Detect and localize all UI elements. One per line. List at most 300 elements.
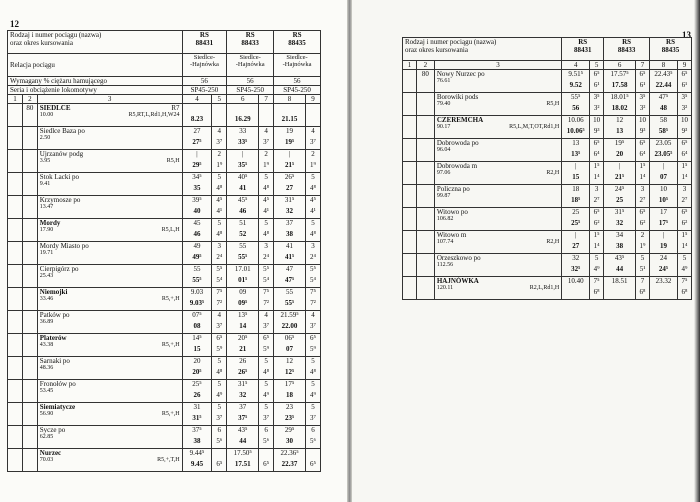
- column-number: 8: [274, 95, 306, 104]
- train-type: RS: [622, 38, 632, 46]
- time-train-3-value: 26⁵: [284, 173, 295, 182]
- time-train-1: [182, 242, 212, 265]
- station-cell: [37, 334, 182, 357]
- runtime-train-3-value: 3⁵: [681, 93, 688, 102]
- runtime-train-3-value: 9³: [681, 127, 688, 136]
- runtime-train-3: [677, 139, 691, 162]
- loco-value: SP45-250: [227, 86, 274, 95]
- time-train-1-value: |: [575, 231, 577, 240]
- station-cell: [37, 426, 182, 449]
- runtime-train-3-value: 3⁷: [310, 322, 316, 331]
- time-train-3: [274, 265, 306, 288]
- runtime-train-3: [677, 185, 691, 208]
- time-train-2-value: |: [618, 162, 621, 171]
- blank-cell: [403, 277, 417, 300]
- time-train-2-value: 31⁵: [237, 380, 248, 389]
- runtime-train-1-value: 10: [593, 116, 601, 125]
- station-codes: R2,L,Rd1,H: [529, 285, 560, 292]
- runtime-train-1-value: 7²: [216, 299, 223, 308]
- time-train-2: [604, 185, 636, 208]
- blank-cell: [8, 265, 23, 288]
- time-train-1-value: 14⁵: [192, 334, 202, 343]
- runtime-train-3-value: 1⁵: [681, 162, 688, 171]
- time-train-3: [274, 311, 306, 334]
- time-train-1-value: [185, 104, 210, 115]
- column-number: 8: [650, 61, 678, 70]
- runtime-train-2-value: 3⁷: [263, 414, 270, 423]
- runtime-train-2-value: 3⁷: [263, 322, 270, 331]
- blank-cell: [8, 403, 23, 426]
- runtime-train-2: [636, 185, 650, 208]
- train-number: 88433: [241, 39, 259, 48]
- time-train-1: [562, 231, 590, 254]
- time-train-3-value: 19: [659, 242, 667, 251]
- runtime-train-3-value: 6²: [681, 219, 688, 228]
- time-train-1-value: 37⁵: [192, 426, 202, 435]
- station-cell: [37, 403, 182, 426]
- runtime-train-3-value: 4⁸: [310, 368, 316, 377]
- station-name: Witowo m: [436, 231, 467, 240]
- time-train-3-value: 23⁵: [284, 414, 295, 423]
- runtime-train-1-value: 1⁵: [593, 162, 600, 171]
- time-train-3-value: 47⁵: [284, 276, 295, 285]
- time-train-2-value: 20⁵: [237, 334, 248, 343]
- time-train-3-value: [652, 288, 675, 299]
- runtime-train-2-value: 1⁹: [639, 242, 646, 251]
- timetable-left: [7, 30, 321, 472]
- runtime-train-1-value: 3⁷: [216, 322, 223, 331]
- runtime-train-1: [212, 104, 227, 127]
- runtime-train-1-value: 6⁵: [593, 208, 600, 217]
- time-train-2: [227, 173, 259, 196]
- runtime-train-1-value: 4⁸: [216, 184, 223, 193]
- time-train-2: [227, 449, 259, 472]
- time-train-3: [274, 334, 306, 357]
- time-train-2-value: 17.01: [234, 265, 251, 274]
- time-train-1: [562, 70, 590, 93]
- station-km: 17.90: [39, 227, 54, 234]
- time-train-3-value: 23.32: [655, 277, 672, 286]
- time-train-1-value: 27⁵: [192, 138, 202, 147]
- runtime-train-2: [636, 208, 650, 231]
- time-train-3: [650, 70, 678, 93]
- time-train-1: [182, 196, 212, 219]
- time-train-2-value: 18.01⁵: [610, 93, 629, 102]
- runtime-train-3: [306, 265, 321, 288]
- blank-cell: [8, 449, 23, 472]
- station-cell: [434, 277, 561, 300]
- time-train-1-value: 9.44⁵: [189, 449, 205, 458]
- runtime-train-3-value: 5⁴: [310, 276, 316, 285]
- runtime-train-2-value: 5: [264, 219, 268, 228]
- runtime-train-2: [259, 104, 274, 127]
- time-train-3-value: 41⁵: [284, 253, 295, 262]
- train-number: 88431: [195, 39, 214, 48]
- station-name: SIEDLCE: [39, 104, 71, 113]
- runtime-train-1-value: 5: [217, 380, 222, 389]
- runtime-train-3-value: 5: [682, 254, 687, 263]
- runtime-train-3-value: 3⁷: [310, 414, 316, 423]
- time-train-3: [274, 403, 306, 426]
- runtime-train-2-value: 10: [639, 116, 647, 125]
- time-train-3-value: 47: [286, 265, 294, 274]
- runtime-train-1-value: 4¹: [216, 207, 223, 216]
- runtime-train-1: [212, 196, 227, 219]
- time-train-1-value: [564, 288, 587, 299]
- time-train-3: [274, 150, 306, 173]
- time-train-3-value: 27: [286, 184, 294, 193]
- time-train-2-value: 37⁵: [238, 414, 248, 423]
- station-row: [403, 93, 692, 116]
- runtime-train-1-value: 4⁹: [216, 391, 223, 400]
- train-header-0: [182, 31, 227, 54]
- runtime-train-2-value: 4¹: [263, 207, 269, 216]
- time-train-1-value: 26: [193, 391, 201, 400]
- time-train-1: [182, 127, 212, 150]
- station-name: Fronołów po: [39, 380, 76, 389]
- runtime-train-3-value: [308, 449, 318, 460]
- runtime-train-1-value: 3⁷: [216, 138, 223, 147]
- time-train-2-value: 31⁵: [614, 208, 625, 217]
- time-train-1: [562, 277, 590, 300]
- runtime-train-2-value: 4⁸: [263, 230, 270, 239]
- time-train-2-value: 21: [239, 345, 247, 354]
- column-number: 5: [212, 95, 227, 104]
- runtime-train-2-value: 3⁵: [639, 93, 646, 102]
- speed-cell: [416, 162, 434, 185]
- time-train-1: [182, 150, 212, 173]
- blank-cell: [403, 254, 417, 277]
- station-name: Witowo po: [436, 208, 468, 217]
- station-name: Sycze po: [39, 426, 66, 435]
- runtime-train-2-value: 3⁷: [263, 138, 270, 147]
- time-train-1-value: 18: [572, 185, 580, 194]
- runtime-train-2-value: 5¹: [639, 265, 646, 274]
- speed-cell: [22, 403, 37, 426]
- time-train-3-value: 41: [286, 242, 294, 251]
- runtime-train-1: [212, 334, 227, 357]
- time-train-3: [274, 426, 306, 449]
- runtime-train-1: [212, 265, 227, 288]
- runtime-train-2: [636, 139, 650, 162]
- time-train-1: [182, 288, 212, 311]
- train-header-1: [227, 31, 274, 54]
- time-train-1-value: 25⁵: [571, 219, 581, 228]
- time-train-1-value: |: [575, 162, 577, 171]
- runtime-train-1: [590, 208, 604, 231]
- runtime-train-2-value: 1⁵: [639, 162, 646, 171]
- runtime-train-2: [259, 334, 274, 357]
- runtime-train-2: [259, 150, 274, 173]
- time-train-3-value: 12: [286, 357, 294, 366]
- time-train-1: [182, 426, 212, 449]
- time-train-1: [182, 357, 212, 380]
- runtime-train-1: [212, 173, 227, 196]
- runtime-train-2-value: 2: [640, 231, 645, 240]
- station-km: 96.04: [436, 147, 451, 154]
- runtime-train-3-value: 7²: [310, 299, 316, 308]
- relation-value: Siedlce- -Hajnówka: [227, 54, 274, 77]
- speed-cell: [22, 242, 37, 265]
- runtime-train-3-value: 4⁵: [310, 196, 316, 205]
- station-codes: R5,+,H: [161, 342, 180, 349]
- runtime-train-1-value: 3⁵: [593, 93, 600, 102]
- runtime-train-2-value: 6⁵: [263, 460, 270, 469]
- time-train-3: [274, 357, 306, 380]
- runtime-train-3-value: 4⁸: [310, 184, 316, 193]
- time-train-2: [227, 357, 259, 380]
- time-train-3-value: 21⁵: [284, 161, 295, 170]
- time-train-1-value: 9.03: [190, 288, 204, 297]
- runtime-train-2: [636, 116, 650, 139]
- time-train-3: [274, 242, 306, 265]
- station-row: [8, 380, 321, 403]
- blank-cell: [8, 173, 23, 196]
- time-train-1-value: 10.06⁵: [566, 127, 585, 136]
- runtime-train-3-value: 3⁷: [310, 138, 316, 147]
- runtime-train-1-value: [214, 449, 224, 460]
- station-name: Patków po: [39, 311, 70, 320]
- runtime-train-2: [259, 426, 274, 449]
- time-train-1-value: 32⁵: [571, 265, 581, 274]
- time-train-2: [604, 93, 636, 116]
- loco-row: [8, 86, 321, 95]
- station-km: 25.43: [39, 273, 54, 280]
- time-train-3-value: 07: [659, 173, 667, 182]
- station-name: Ujrzanów podg: [39, 150, 84, 159]
- time-train-2-value: 09: [239, 288, 247, 297]
- time-train-2-value: 01⁵: [238, 276, 248, 285]
- runtime-train-1-value: 1⁴: [593, 173, 600, 182]
- time-train-1-value: |: [196, 150, 198, 159]
- station-cell: [434, 185, 561, 208]
- runtime-train-2-value: 6⁵: [263, 334, 270, 343]
- speed-cell: [416, 70, 434, 93]
- runtime-train-2-value: 5⁴: [263, 276, 270, 285]
- time-train-3-value: 12⁵: [284, 368, 295, 377]
- runtime-train-3-value: 6: [311, 426, 315, 435]
- time-train-2-value: 45⁵: [237, 196, 248, 205]
- runtime-train-1-value: 1⁹: [216, 161, 223, 170]
- station-km: 48.36: [39, 365, 54, 372]
- runtime-train-2-value: 7⁵: [263, 288, 270, 297]
- blank-cell: [8, 150, 23, 173]
- runtime-train-2-value: 5⁹: [263, 345, 270, 354]
- station-row: [403, 277, 692, 300]
- time-train-3-value: 38: [286, 230, 294, 239]
- runtime-train-1-value: 5: [217, 219, 222, 228]
- runtime-train-1-value: 4⁸: [216, 368, 223, 377]
- runtime-train-3: [306, 288, 321, 311]
- runtime-train-3: [677, 277, 691, 300]
- runtime-train-3-value: 4⁸: [310, 230, 316, 239]
- time-train-3-value: [276, 104, 303, 115]
- time-train-2: [227, 104, 259, 127]
- station-km: 43.38: [39, 342, 54, 349]
- station-cell: [434, 93, 561, 116]
- speed-cell: [22, 380, 37, 403]
- loco-value: SP45-250: [274, 86, 321, 95]
- runtime-train-1: [590, 70, 604, 93]
- runtime-train-3: [306, 403, 321, 426]
- loco-value: SP45-250: [182, 86, 227, 95]
- runtime-train-3-value: 6⁸: [681, 288, 688, 297]
- runtime-train-1-value: 5⁵: [216, 265, 223, 274]
- time-train-1: [562, 162, 590, 185]
- column-number: 9: [306, 95, 321, 104]
- runtime-train-1-value: 6⁵: [593, 139, 600, 148]
- runtime-train-2: [259, 219, 274, 242]
- station-cell: [37, 449, 182, 472]
- blank-cell: [8, 219, 23, 242]
- station-name: Siedlce Baza po: [39, 127, 85, 136]
- column-number: 6: [604, 61, 636, 70]
- time-train-2-value: 16.29: [234, 115, 251, 124]
- time-train-1-value: 32: [572, 254, 580, 263]
- time-train-3: [650, 231, 678, 254]
- time-train-2-value: 18.02: [611, 104, 628, 113]
- runtime-train-3: [677, 93, 691, 116]
- time-train-3: [274, 288, 306, 311]
- time-train-3: [650, 116, 678, 139]
- runtime-train-3: [677, 162, 691, 185]
- time-train-2-value: 09⁵: [238, 299, 248, 308]
- station-km: 90.17: [436, 124, 451, 131]
- time-train-2-value: |: [242, 150, 244, 159]
- time-train-1-value: 55⁵: [192, 276, 202, 285]
- time-train-1-value: 20⁵: [192, 368, 202, 377]
- station-km: 36.89: [39, 319, 54, 326]
- time-train-2: [604, 116, 636, 139]
- timetable-right: [402, 37, 692, 300]
- time-train-3-value: 06⁵: [284, 334, 295, 343]
- time-train-2-value: 26: [239, 357, 247, 366]
- blank-cell: [8, 127, 23, 150]
- blank-cell: [8, 357, 23, 380]
- time-train-1: [562, 208, 590, 231]
- speed-cell: [22, 196, 37, 219]
- time-train-3-value: 31⁵: [284, 196, 295, 205]
- station-note: R7: [171, 104, 180, 113]
- station-km: 53.45: [39, 388, 54, 395]
- time-train-3-value: 23.05⁵: [654, 150, 673, 159]
- time-train-1-value: 25: [572, 208, 580, 217]
- station-cell: [434, 139, 561, 162]
- time-train-2: [227, 288, 259, 311]
- runtime-train-1: [590, 231, 604, 254]
- time-train-1-value: 15: [193, 345, 201, 354]
- runtime-train-1-value: 2: [217, 150, 222, 159]
- runtime-train-2-value: 3²: [639, 104, 646, 113]
- blank-cell: [8, 311, 23, 334]
- station-name: Dobrowoda po: [436, 139, 479, 148]
- time-train-3-value: 48: [659, 104, 667, 113]
- runtime-train-2-value: 2: [264, 150, 268, 159]
- time-train-1-value: 38: [193, 437, 201, 446]
- runtime-train-2-value: [261, 449, 271, 460]
- time-train-3-value: 58: [659, 116, 667, 125]
- time-train-2-value: 51: [239, 219, 247, 228]
- time-train-2-value: 43⁵: [614, 254, 625, 263]
- runtime-train-3-value: 7⁵: [310, 288, 316, 297]
- station-codes: R5,H: [166, 158, 180, 165]
- time-train-2: [604, 139, 636, 162]
- time-train-3-value: 21.59⁵: [280, 311, 299, 320]
- station-row: [403, 116, 692, 139]
- column-number: 7: [259, 95, 274, 104]
- train-type: RS: [578, 38, 588, 46]
- time-train-1-value: 29⁵: [192, 161, 202, 170]
- station-km: 79.40: [436, 101, 451, 108]
- runtime-train-2-value: 5: [264, 403, 268, 412]
- station-cell: [37, 311, 182, 334]
- runtime-train-1: [212, 380, 227, 403]
- runtime-train-3-value: 5: [311, 357, 315, 366]
- speed-cell: [22, 219, 37, 242]
- runtime-train-1-value: 5⁴: [216, 276, 223, 285]
- station-row: [8, 449, 321, 472]
- runtime-train-2-value: 5: [264, 357, 268, 366]
- station-row: [403, 162, 692, 185]
- runtime-train-2-value: 6⁵: [639, 70, 646, 79]
- time-train-3: [650, 185, 678, 208]
- time-train-3-value: |: [662, 162, 665, 171]
- station-row: [8, 288, 321, 311]
- time-train-2-value: 13⁵: [237, 311, 248, 320]
- train-number: 88433: [617, 46, 636, 55]
- time-train-2-value: 43⁵: [237, 426, 248, 435]
- runtime-train-2-value: 1⁹: [263, 161, 270, 170]
- blank-cell: [403, 93, 417, 116]
- column-number: 3: [37, 95, 182, 104]
- time-train-2: [604, 231, 636, 254]
- runtime-train-1-value: 6⁸: [593, 288, 600, 297]
- time-train-3: [650, 93, 678, 116]
- time-train-1-value: 55⁵: [570, 93, 581, 102]
- time-train-2-value: 18.51: [611, 277, 628, 286]
- time-train-1-value: 27: [572, 242, 580, 251]
- time-train-3-value: 07: [286, 345, 294, 354]
- time-train-3: [274, 173, 306, 196]
- runtime-train-1: [590, 116, 604, 139]
- time-train-1-value: 10.40: [567, 277, 584, 286]
- time-train-3-value: |: [288, 150, 291, 159]
- runtime-train-2: [259, 449, 274, 472]
- runtime-train-3-value: 5⁵: [310, 265, 316, 274]
- runtime-train-1: [212, 288, 227, 311]
- runtime-train-1: [212, 426, 227, 449]
- runtime-train-3: [677, 254, 691, 277]
- runtime-train-3-value: 4⁹: [681, 265, 688, 274]
- station-name: CZEREMCHA: [436, 116, 484, 125]
- column-number: 6: [227, 95, 259, 104]
- runtime-train-3-value: 1⁴: [681, 173, 688, 182]
- runtime-train-2-value: 6⁴: [639, 150, 646, 159]
- blank-cell: [8, 426, 23, 449]
- time-train-3-value: 24⁵: [658, 265, 669, 274]
- station-codes: R5,L,M,T,OT,Rd1,H: [509, 124, 560, 131]
- time-train-2: [604, 162, 636, 185]
- station-cell: [37, 196, 182, 219]
- runtime-train-3-value: 1⁵: [681, 231, 688, 240]
- train-number: 88431: [573, 46, 592, 55]
- time-train-3-value: 21.15: [281, 115, 298, 124]
- time-train-1-value: 46: [193, 230, 201, 239]
- station-row: [8, 104, 321, 127]
- station-cell: [434, 70, 561, 93]
- time-train-3: [650, 139, 678, 162]
- column-number: 3: [434, 61, 561, 70]
